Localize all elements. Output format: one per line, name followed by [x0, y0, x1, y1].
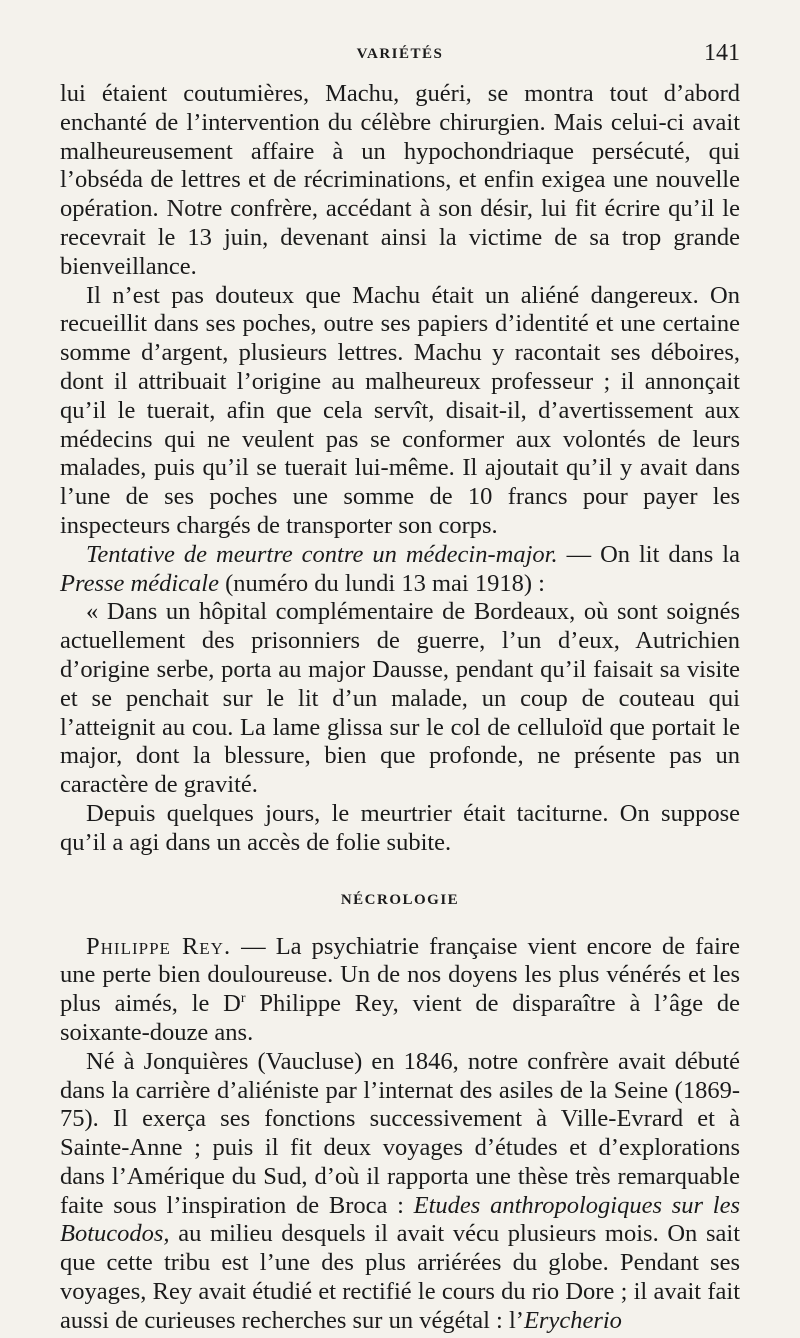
running-head: VARIÉTÉS — [356, 46, 444, 62]
journal-title: Presse médicale — [60, 569, 219, 597]
paragraph-rey-intro — [60, 933, 740, 1048]
plant-name: Erycherio — [523, 1306, 622, 1334]
paragraph-text: au milieu desquels il avait vécu plusieurs mois. On sait que cette tribu est l’une des plus arriérées du globe. Pendant ses voyages, Rey avait étudié et rectifié le cours du rio Dore ; il avait fait aussi de curieuses recherches sur un végétal : l’ — [60, 1220, 740, 1334]
page-number: 141 — [704, 40, 740, 66]
section-title-tentative: Tentative de meurtre contre un médecin-major. — [86, 540, 558, 568]
superscript: r — [240, 991, 246, 1007]
paragraph-machu: Il n’est pas douteux que Machu était un aliéné dangereux. On recueillit dans ses poches, outre ses papiers d’identité et une certaine somme d’argent, plusieurs lettres. Machu y racontait ses déboires, dont il attribuait l’origine au malheureux professeur ; il annonçait qu’il le tuerait, afin que cela servît, disait-il, d’avertissement aux médecins qui ne veulent pas se conformer aux volontés de leurs malades, puis qu’il se tuerait lui-même. Il ajoutait qu’il y avait dans l’une de ses poches une somme de 10 francs pour payer les inspecteurs chargés de transporter son corps. — [60, 281, 740, 539]
thesis-title: Etudes anthropologiques sur les Botucodos, — [60, 1191, 741, 1248]
paragraph-text: — On lit dans la — [557, 540, 740, 568]
section-heading-necrologie: NÉCROLOGIE — [340, 891, 460, 908]
paragraph-text: Né à Jonquières (Vaucluse) en 1846, notre confrère avait débuté dans la carrière d’aliéniste par l’internat des asiles de la Seine (1869-75). Il exerça ses fonctions successivement à Ville-Evrard et à Sainte-Anne ; puis il fit deux voyages d’études et d’explorations dans l’Amérique du Sud, d’où il rapporta une thèse très remarquable faite sous l’inspiration de Broca : — [60, 1047, 740, 1219]
paragraph-quote: « Dans un hôpital complémentaire de Bordeaux, où sont soignés actuellement des prisonniers de guerre, l’un d’eux, Autrichien d’origine serbe, porta au major Dausse, pendant qu’il faisait sa visite et se penchait sur le lit d’un malade, un coup de couteau qui l’atteignit au cou. La lame glissa sur le col de celluloïd que portait le major, dont la blessure, bien que profonde, ne présente pas un caractère de gravité. — [60, 598, 740, 799]
body-text — [60, 80, 740, 1336]
paragraph-text: Philippe Rey, vient de disparaître à l’âge de soixante-douze ans. — [60, 990, 740, 1046]
person-name: Philippe Rey. — [86, 932, 232, 960]
paragraph-continuation: lui étaient coutumières, Machu, guéri, se montra tout d’abord enchanté de l’intervention du célèbre chirurgien. Mais celui-ci avait malheureusement affaire à un hypochondriaque persécuté, qui l’obséda de lettres et de récriminations, et enfin exigea une nouvelle opération. Notre confrère, accédant à son désir, lui fit écrire qu’il le recevrait le 13 juin, devenant ainsi la victime de sa trop grande bienveillance. — [60, 80, 740, 280]
paragraph-text: — La psychiatrie française vient encore de faire une perte bien douloureuse. Un de nos doyens les plus vénérés et les plus aimés, le D — [60, 932, 741, 1018]
paragraph-tentative — [60, 541, 740, 599]
paragraph-rey-biography — [60, 1048, 740, 1336]
paragraph-depuis: Depuis quelques jours, le meurtrier était taciturne. On suppose qu’il a agi dans un accès de folie subite. — [60, 799, 740, 856]
paragraph-text: (numéro du lundi 13 mai 1918) : — [218, 569, 545, 597]
page-header — [60, 40, 740, 80]
